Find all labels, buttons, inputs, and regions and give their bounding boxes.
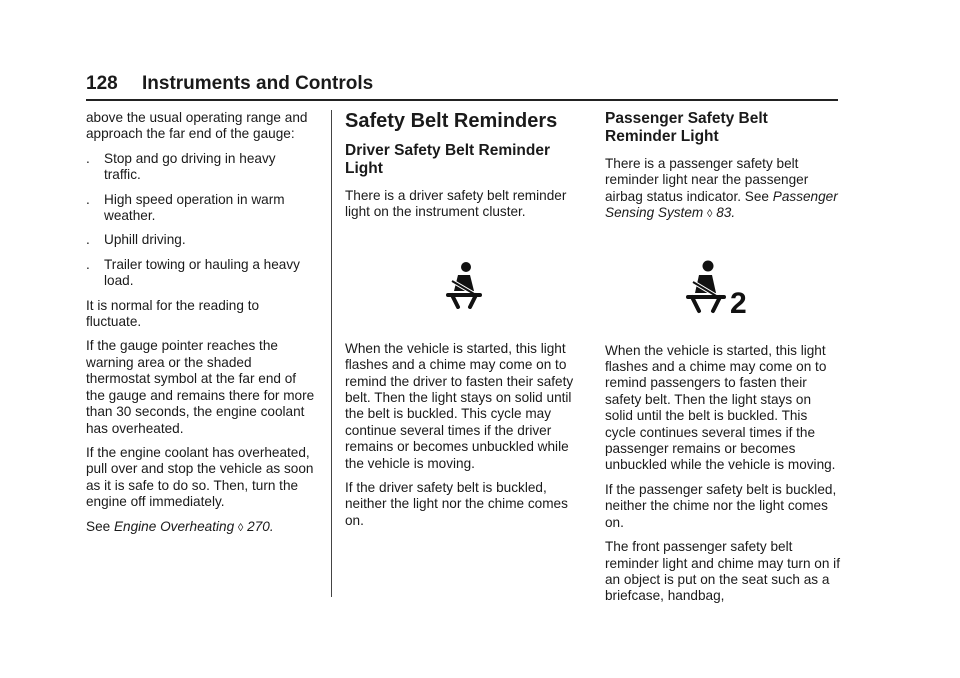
list-item xyxy=(86,151,316,184)
page-arrow-icon: ◊ xyxy=(707,208,713,221)
column-3 xyxy=(605,110,840,613)
list-item xyxy=(86,257,316,290)
bullet-text: Stop and go driving in heavy traffic. xyxy=(104,150,276,183)
seat-number-label: 2 xyxy=(729,286,747,315)
bullet-marker: . xyxy=(86,150,90,166)
see-reference xyxy=(86,519,316,536)
paragraph xyxy=(605,156,840,223)
bullet-marker: . xyxy=(86,232,90,248)
paragraph-text: There is a passenger safety belt reminder light near the passenger airbag status indicator. See xyxy=(605,156,809,204)
bullet-text: Uphill driving. xyxy=(104,232,186,248)
page-number: 128 xyxy=(86,73,118,94)
bullet-marker: . xyxy=(86,256,90,272)
paragraph: If the passenger safety belt is buckled, neither the chime nor the light comes on. xyxy=(605,481,837,530)
see-prefix: See xyxy=(86,518,114,534)
subsection-heading: Passenger Safety Belt Reminder Light xyxy=(605,110,768,145)
paragraph: above the usual operating range and approach the far end of the gauge: xyxy=(86,110,308,142)
paragraph: If the gauge pointer reaches the warning area or the shaded thermostat symbol at the far end of the gauge and remains there for more than 30 seconds, the engine coolant has overheated. xyxy=(86,338,315,436)
paragraph: If the engine coolant has overheated, pull over and stop the vehicle as soon as it is safe to do so. Then, turn the engine off immediately. xyxy=(86,444,314,510)
paragraph: When the vehicle is started, this light flashes and a chime may come on to remind passengers to fasten their safety belt. Then the light stays on solid until the belt is buckled. This cycle continues several times if the passenger remains or becomes unbuckled while the vehicle is moving. xyxy=(605,342,836,473)
section-title: Instruments and Controls xyxy=(142,73,374,94)
paragraph: It is normal for the reading to fluctuate. xyxy=(86,297,260,330)
bullet-text: High speed operation in warm weather. xyxy=(104,191,285,224)
page-arrow-icon: ◊ xyxy=(237,521,244,534)
reference-page[interactable]: 270. xyxy=(247,518,274,534)
reference-link[interactable]: Engine Overheating xyxy=(113,518,235,534)
column-1 xyxy=(86,110,316,544)
reference-link[interactable]: Passenger Sensing System xyxy=(605,188,838,221)
bullet-text: Trailer towing or hauling a heavy load. xyxy=(104,256,300,289)
list-item xyxy=(86,232,316,248)
paragraph: The front passenger safety belt reminder light and chime may turn on if an object is put on the seat such as a briefcase, handbag, xyxy=(605,539,840,604)
column-divider xyxy=(331,110,332,597)
paragraph: There is a driver safety belt reminder light on the instrument cluster. xyxy=(345,188,567,220)
subsection-heading: Driver Safety Belt Reminder Light xyxy=(345,142,551,177)
paragraph: If the driver safety belt is buckled, neither the light nor the chime comes on. xyxy=(345,480,568,528)
page-header xyxy=(86,71,838,101)
section-heading: Safety Belt Reminders xyxy=(345,110,558,132)
column-2 xyxy=(345,110,582,537)
reference-page[interactable]: 83. xyxy=(716,205,736,221)
bullet-marker: . xyxy=(86,191,90,207)
passenger-seatbelt-icon xyxy=(605,231,840,343)
driver-seatbelt-icon xyxy=(345,229,582,341)
paragraph: When the vehicle is started, this light flashes and a chime may come on to remind the driver to fasten their safety belt. Then the light stays on solid until the belt is buckled. This cycle may continue several times if the driver remains or becomes unbuckled while the vehicle is moving. xyxy=(345,340,574,471)
list-item xyxy=(86,192,316,225)
